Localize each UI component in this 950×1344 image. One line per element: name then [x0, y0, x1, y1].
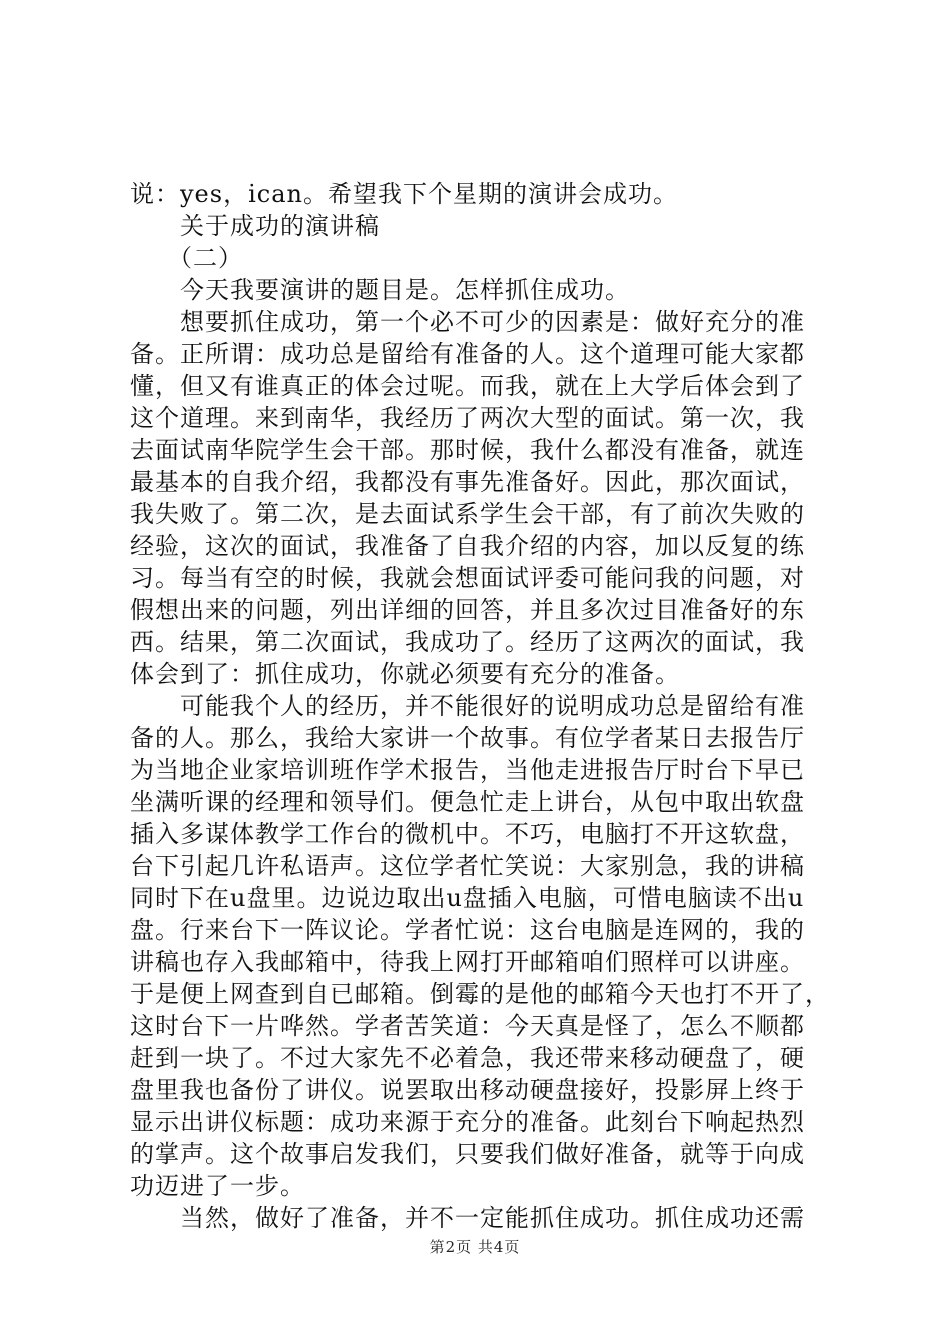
text-line: 可能我个人的经历，并不能很好的说明成功总是留给有准: [130, 692, 805, 720]
text-line: 显示出讲仪标题：成功来源于充分的准备。此刻台下响起热烈: [130, 1108, 805, 1136]
page-footer: 第2页 共4页: [429, 1238, 521, 1256]
text-line: 体会到了：抓住成功，你就必须要有充分的准备。: [130, 660, 680, 688]
text-line: 今天我要演讲的题目是。怎样抓住成功。: [130, 276, 630, 304]
text-line: 最基本的自我介绍，我都没有事先准备好。因此，那次面试，: [130, 468, 805, 496]
text-line: 盘。行来台下一阵议论。学者忙说：这台电脑是连网的，我的: [130, 916, 805, 944]
text-line: 台下引起几许私语声。这位学者忙笑说：大家别急，我的讲稿: [130, 852, 805, 880]
text-line: 习。每当有空的时候，我就会想面试评委可能问我的问题，对: [130, 564, 805, 592]
text-line: 这个道理。来到南华，我经历了两次大型的面试。第一次，我: [130, 404, 805, 432]
text-line: 插入多谋体教学工作台的微机中。不巧，电脑打不开这软盘，: [130, 820, 805, 848]
text-line: 说：yes，ican。希望我下个星期的演讲会成功。: [130, 180, 678, 208]
text-line: 功迈进了一步。: [130, 1172, 305, 1200]
text-line: 为当地企业家培训班作学术报告，当他走进报告厅时台下早已: [130, 756, 805, 784]
body-text: [130, 178, 830, 1234]
text-line: 坐满听课的经理和领导们。便急忙走上讲台，从包中取出软盘: [130, 788, 805, 816]
text-line: 关于成功的演讲稿: [130, 212, 380, 240]
text-line: 盘里我也备份了讲仪。说罢取出移动硬盘接好，投影屏上终于: [130, 1076, 805, 1104]
text-line: 去面试南华院学生会干部。那时候，我什么都没有准备，就连: [130, 436, 805, 464]
text-line: 备。正所谓：成功总是留给有准备的人。这个道理可能大家都: [130, 340, 805, 368]
text-line: 讲稿也存入我邮箱中，待我上网打开邮箱咱们照样可以讲座。: [130, 948, 805, 976]
text-line: 备的人。那么，我给大家讲一个故事。有位学者某日去报告厅: [130, 724, 805, 752]
text-line: 的掌声。这个故事启发我们，只要我们做好准备，就等于向成: [130, 1140, 805, 1168]
text-line: 我失败了。第二次，是去面试系学生会干部，有了前次失败的: [130, 500, 805, 528]
text-line: 赶到一块了。不过大家先不必着急，我还带来移动硬盘了，硬: [130, 1044, 805, 1072]
text-line: 西。结果，第二次面试，我成功了。经历了这两次的面试，我: [130, 628, 805, 656]
text-line: 懂，但又有谁真正的体会过呢。而我，就在上大学后体会到了: [130, 372, 805, 400]
text-line: 于是便上网查到自已邮箱。倒霉的是他的邮箱今天也打不开了，: [130, 980, 830, 1008]
text-line: 同时下在u盘里。边说边取出u盘插入电脑，可惜电脑读不出u: [130, 884, 805, 912]
text-line: 经验，这次的面试，我准备了自我介绍的内容，加以反复的练: [130, 532, 805, 560]
text-line: 这时台下一片哗然。学者苦笑道：今天真是怪了，怎么不顺都: [130, 1012, 805, 1040]
text-line: 假想出来的问题，列出详细的回答，并且多次过目准备好的东: [130, 596, 805, 624]
text-line: 当然，做好了准备，并不一定能抓住成功。抓住成功还需: [130, 1204, 805, 1232]
text-line: （二）: [130, 244, 243, 272]
text-line: 想要抓住成功，第一个必不可少的因素是：做好充分的准: [130, 308, 805, 336]
